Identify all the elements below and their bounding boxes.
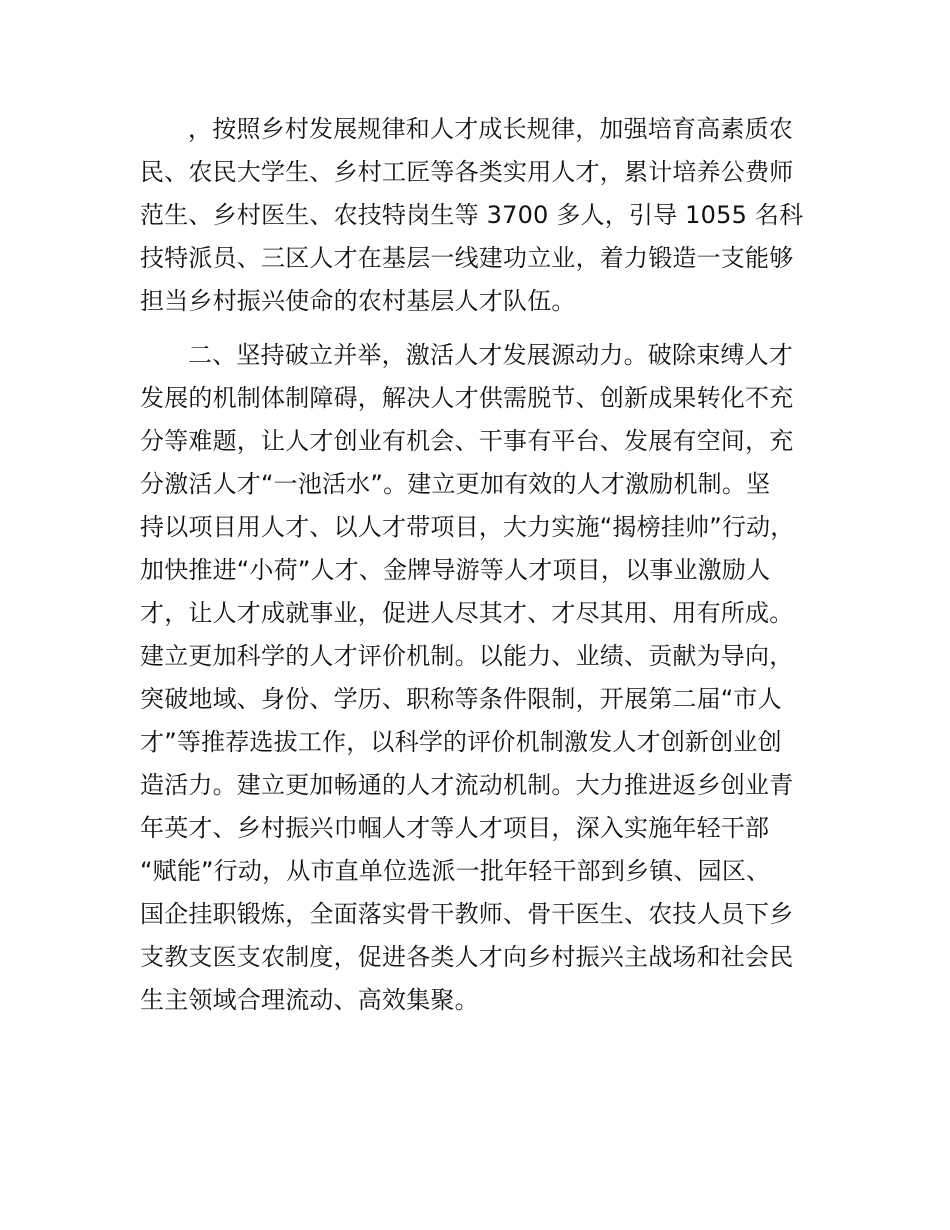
paragraph-1-line-4: 技特派员、三区人才在基层一线建功立业，着力锻造一支能够	[140, 244, 794, 272]
paragraph-2-line-1: 二、坚持破立并举，激活人才发展源动力。破除束缚人才	[188, 341, 793, 369]
paragraph-2-line-2: 发展的机制体制障碍，解决人才供需脱节、创新成果转化不充	[140, 384, 794, 412]
paragraph-2-line-8: 建立更加科学的人才评价机制。以能力、业绩、贡献为导向，	[140, 642, 794, 670]
paragraph-1-line-5: 担当乡村振兴使命的农村基层人才队伍。	[140, 287, 576, 315]
paragraph-1-line-2: 民、农民大学生、乡村工匠等各类实用人才，累计培养公费师	[140, 158, 794, 186]
paragraph-2-line-6: 加快推进“小荷”人才、金牌导游等人才项目，以事业激励人	[140, 556, 771, 584]
paragraph-2-line-7: 才，让人才成就事业，促进人尽其才、才尽其用、用有所成。	[140, 599, 794, 627]
paragraph-2-line-9: 突破地域、身份、学历、职称等条件限制，开展第二届“市人	[140, 685, 782, 713]
paragraph-1-line-3: 范生、乡村医生、农技特岗生等 3700 多人，引导 1055 名科	[140, 201, 804, 229]
paragraph-2-line-15: 支教支医支农制度，促进各类人才向乡村振兴主战场和社会民	[140, 943, 794, 971]
paragraph-2-line-4: 分激活人才“一池活水”。建立更加有效的人才激励机制。坚	[140, 470, 771, 498]
paragraph-2-line-12: 年英才、乡村振兴巾帼人才等人才项目，深入实施年轻干部	[140, 814, 770, 842]
paragraph-2-line-3: 分等难题，让人才创业有机会、干事有平台、发展有空间，充	[140, 427, 794, 455]
paragraph-2-line-13: “赋能”行动，从市直单位选派一批年轻干部到乡镇、园区、	[140, 857, 771, 885]
paragraph-2-line-5: 持以项目用人才、以人才带项目，大力实施“揭榜挂帅”行动，	[140, 513, 795, 541]
paragraph-2-line-10: 才”等推荐选拔工作，以科学的评价机制激发人才创新创业创	[140, 728, 782, 756]
paragraph-2-line-11: 造活力。建立更加畅通的人才流动机制。大力推进返乡创业青	[140, 771, 794, 799]
paragraph-1-line-1: ，按照乡村发展规律和人才成长规律，加强培育高素质农	[188, 115, 793, 143]
paragraph-2-line-16: 生主领域合理流动、高效集聚。	[140, 986, 479, 1014]
paragraph-2-line-14: 国企挂职锻炼，全面落实骨干教师、骨干医生、农技人员下乡	[140, 900, 794, 928]
